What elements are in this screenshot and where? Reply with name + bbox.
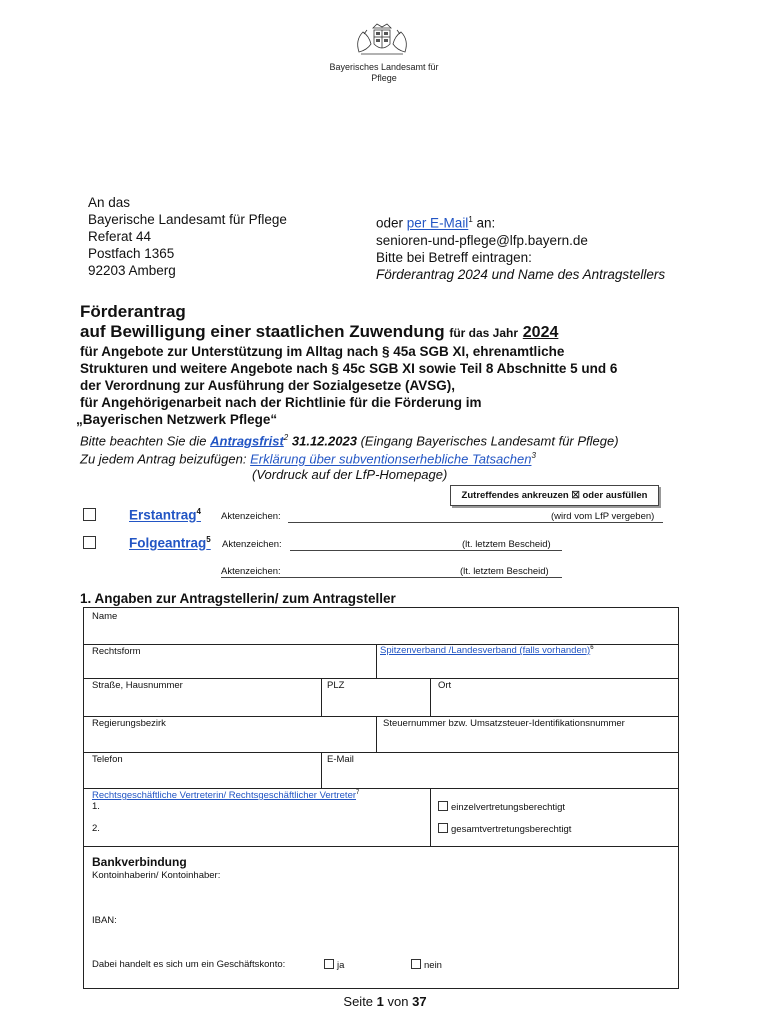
nein-checkbox[interactable]: nein [411, 959, 442, 971]
declaration-link[interactable]: Erklärung über subventionserhebliche Tatsachen [250, 451, 532, 467]
checkbox-icon [324, 959, 334, 969]
steuernummer-field[interactable]: Steuernummer bzw. Umsatzsteuer-Identifikationsnummer [383, 718, 625, 729]
checkbox-icon [438, 823, 448, 833]
rechtsform-field[interactable]: Rechtsform [92, 646, 141, 657]
ort-field[interactable]: Ort [438, 680, 452, 691]
vertreter-2-field[interactable]: 2. [92, 823, 100, 834]
section-1-title: 1. Angaben zur Antragstellerin/ zum Antragsteller [80, 591, 396, 606]
aktenzeichen-erst-field[interactable] [288, 522, 663, 523]
aktenzeichen-label: Aktenzeichen: [222, 539, 282, 550]
funding-year: 2024 [522, 324, 559, 341]
folgeantrag-checkbox[interactable] [83, 536, 96, 549]
aktenzeichen-folge-field-2[interactable] [221, 577, 562, 578]
page-footer: Seite 1 von 37 [343, 994, 427, 1009]
bank-title: Bankverbindung [92, 855, 187, 869]
application-notes: Bitte beachten Sie die Antragsfrist$^2$ 31.12.2023 (Eingang Bayerisches Landesamt für Pflege) Zu jedem Antrag beizufügen: Erklärung über subventionserhebliche Tatsachen$^3$ (Vordruck auf der LfP-Homepage) [80, 433, 619, 482]
deadline-link[interactable]: Antragsfrist [210, 433, 284, 449]
regierungsbezirk-field[interactable]: Regierungsbezirk [92, 718, 166, 729]
plz-field[interactable]: PLZ [327, 680, 345, 691]
email-submission-block: oder per E-Mail$^1$ an: senioren-und-pflege@lfp.bayern.de Bitte bei Betreff eintragen: Förderantrag 2024 und Name des Antragstellers [376, 215, 666, 282]
checkbox-icon [411, 959, 421, 969]
folgeantrag-label: Folgeantrag$^5$ [129, 535, 211, 551]
strasse-field[interactable]: Straße, Hausnummer [92, 680, 183, 691]
erstantrag-checkbox[interactable] [83, 508, 96, 521]
email-subject: Förderantrag 2024 und Name des Antragstellers [376, 266, 666, 282]
erstantrag-label: Erstantrag$^4$ [129, 507, 201, 523]
geschaeftskonto-label: Dabei handelt es sich um ein Geschäftskonto: [92, 959, 286, 970]
aktenzeichen-folge-field-1[interactable] [290, 550, 562, 551]
aktenzeichen-hint: (wird vom LfP vergeben) [551, 511, 655, 522]
einzel-checkbox[interactable]: einzelvertretungsberechtigt [438, 801, 565, 813]
aktenzeichen-hint: (lt. letztem Bescheid) [462, 539, 551, 550]
vertreter-1-field[interactable]: 1. [92, 801, 100, 812]
deadline-date: 31.12.2023 [291, 433, 357, 449]
email-field[interactable]: E-Mail [327, 754, 354, 765]
kontoinhaber-field[interactable]: Kontoinhaberin/ Kontoinhaber: [92, 870, 221, 881]
form-title: Förderantrag auf Bewilligung einer staatlichen Zuwendung für das Jahr 2024 für Angebote zur Unterstützung im Alltag nach § 45a SGB XI, ehrenamtliche Strukturen und weitere Angebote nach § 45c SGB XI sowie Teil 8 Abschnitte 5 und 6 der Verordnung zur Ausführung der Sozialgesetze (AVSG), für Angehörigenarbeit nach der Richtlinie für die Förderung im „Bayerischen Netzwerk Pflege“ [76, 302, 618, 427]
telefon-field[interactable]: Telefon [92, 754, 123, 765]
verband-field[interactable]: Spitzenverband /Landesverband (falls vorhanden)$^6$ [380, 645, 594, 657]
email-link[interactable]: per E-Mail [406, 215, 469, 231]
checkbox-icon [438, 801, 448, 811]
applicant-form [83, 607, 679, 989]
aktenzeichen-label: Aktenzeichen: [221, 511, 281, 522]
email-address: senioren-und-pflege@lfp.bayern.de [376, 232, 588, 248]
iban-field[interactable]: IBAN: [92, 915, 117, 926]
instruction-tag: Zutreffendes ankreuzen ☒ oder ausfüllen [450, 485, 659, 506]
name-field[interactable]: Name [92, 611, 118, 622]
aktenzeichen-label: Aktenzeichen: [221, 566, 281, 577]
bavarian-crest-logo [351, 22, 413, 58]
recipient-address: An das Bayerische Landesamt für Pflege Referat 44 Postfach 1365 92203 Amberg [88, 195, 287, 278]
vertreter-label: Rechtsgeschäftliche Vertreterin/ Rechtsgeschäftlicher Vertreter$^7$ [92, 790, 360, 802]
gesamt-checkbox[interactable]: gesamtvertretungsberechtigt [438, 823, 571, 835]
ja-checkbox[interactable]: ja [324, 959, 344, 971]
authority-name: Bayerisches Landesamt für Pflege [329, 62, 439, 83]
aktenzeichen-hint: (lt. letztem Bescheid) [460, 566, 549, 577]
